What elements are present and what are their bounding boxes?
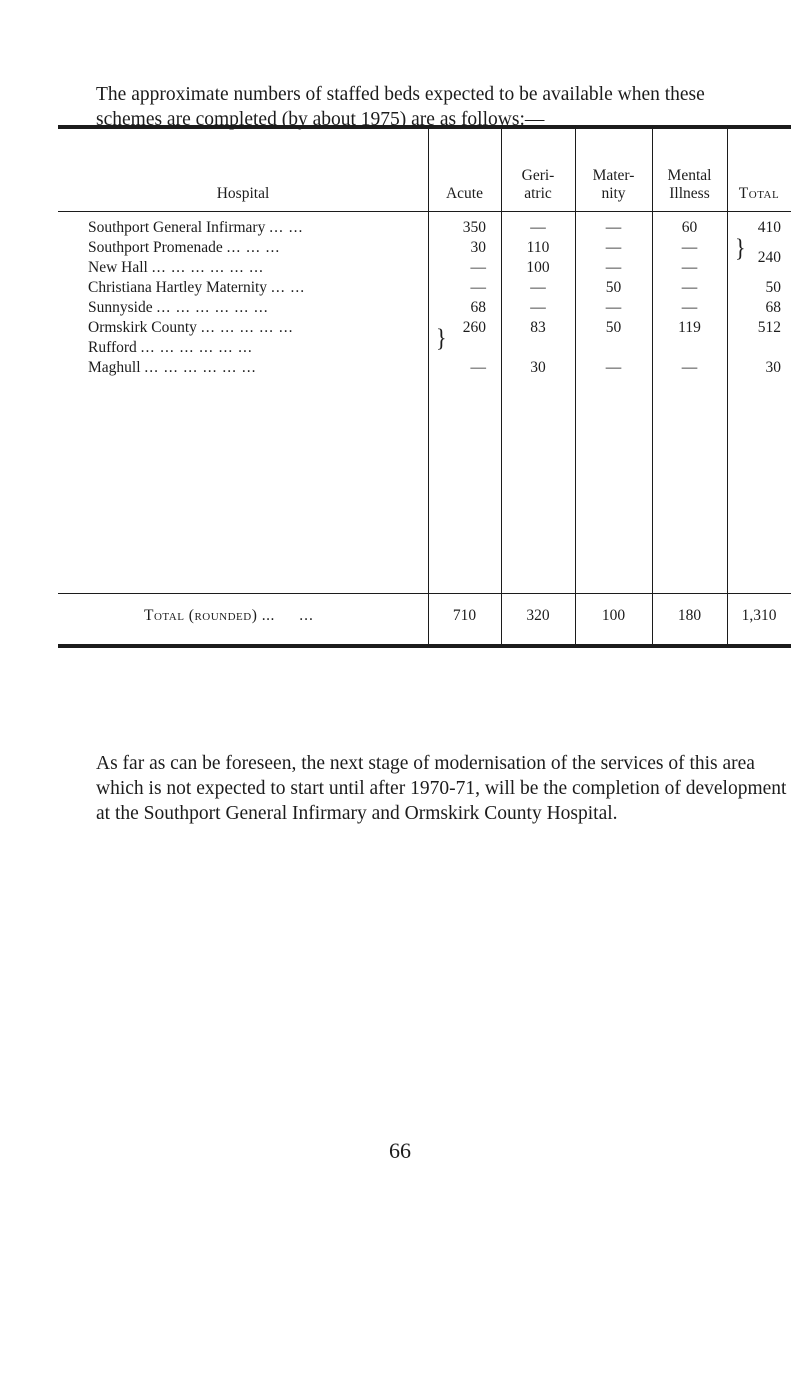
total-mental: 180 <box>677 607 702 624</box>
brace-total-promenade-newhall: } <box>735 233 746 262</box>
row-hospital-name: Ormskirk County <box>88 319 197 336</box>
cell-mental: 119 <box>678 319 701 336</box>
cell-maternity: — <box>605 239 622 256</box>
cell-acute: — <box>470 259 486 276</box>
total-total: 1,310 <box>741 607 777 624</box>
row-leader-dots: ... ... <box>270 279 306 296</box>
cell-maternity: 50 <box>605 319 622 336</box>
cell-geriatric: 83 <box>530 319 546 336</box>
cell-maternity: — <box>605 359 622 376</box>
header-mental-line1: Mental <box>667 167 712 184</box>
cell-mental: — <box>681 359 698 376</box>
row-leader-dots: ... ... <box>269 219 304 236</box>
cell-mental: — <box>681 259 698 276</box>
header-acute: Acute <box>445 185 483 202</box>
row-leader-dots: ... ... ... ... ... ... <box>140 339 253 356</box>
cell-total: 410 <box>757 219 781 236</box>
cell-acute: — <box>470 359 486 376</box>
header-maternity-line1: Mater- <box>592 167 635 184</box>
header-mental-illness <box>652 167 727 203</box>
cell-geriatric: 110 <box>526 239 550 256</box>
cell-geriatric: — <box>530 279 546 296</box>
cell-acute: 68 <box>470 299 486 316</box>
header-rule <box>58 211 791 212</box>
header-maternity <box>575 167 652 203</box>
column-rule <box>501 129 502 644</box>
cell-acute: 260 <box>462 319 486 336</box>
row-hospital-name: Rufford <box>88 339 137 356</box>
cell-mental: — <box>681 279 698 296</box>
header-geriatric <box>501 167 575 203</box>
total-maternity: 100 <box>601 607 626 624</box>
cell-acute: 30 <box>470 239 486 256</box>
cell-mental: — <box>681 299 698 316</box>
cell-total: 68 <box>765 299 781 316</box>
column-rule <box>652 129 653 644</box>
row-hospital-name: Southport Promenade <box>88 239 223 256</box>
cell-geriatric: — <box>530 219 546 236</box>
row-hospital-name: Christiana Hartley Maternity <box>88 279 268 296</box>
row-hospital-name: Sunnyside <box>88 299 153 316</box>
total-leader-dots: ... <box>299 607 314 624</box>
column-rule <box>428 129 429 644</box>
total-acute: 710 <box>452 607 477 624</box>
row-leader-dots: ... ... ... ... ... ... <box>156 299 269 316</box>
cell-total: 512 <box>757 319 781 336</box>
column-rule <box>727 129 728 644</box>
cell-maternity: — <box>605 219 622 236</box>
header-total: Total <box>738 185 780 202</box>
beds-table <box>58 125 791 648</box>
cell-acute: 350 <box>462 219 486 236</box>
total-label: Total (rounded) ... <box>144 607 275 624</box>
cell-geriatric: 30 <box>530 359 546 376</box>
cell-maternity: — <box>605 259 622 276</box>
page-number: 66 <box>389 1138 411 1163</box>
header-mental-line2: Illness <box>669 185 710 202</box>
total-rule <box>58 593 791 594</box>
header-hospital: Hospital <box>216 185 270 202</box>
row-hospital-name: Southport General Infirmary <box>88 219 266 236</box>
header-geriatric-line1: Geri- <box>521 167 555 184</box>
header-geriatric-line2: atric <box>524 185 552 202</box>
cell-mental: — <box>681 239 698 256</box>
closing-paragraph: As far as can be foreseen, the next stage of modernisation of the services of this area which is not expected to start until after 1970-71, will be the completion of development at the Southport General Infirmary and Ormskirk County Hospital. <box>96 752 787 824</box>
total-geriatric: 320 <box>526 607 550 624</box>
column-rule <box>575 129 576 644</box>
brace-acute-ormskirk-rufford: } <box>436 323 447 352</box>
row-leader-dots: ... ... ... ... ... <box>200 319 294 336</box>
cell-acute: — <box>470 279 486 296</box>
cell-maternity: 50 <box>605 279 622 296</box>
cell-maternity: — <box>605 299 622 316</box>
row-leader-dots: ... ... ... ... ... ... <box>144 359 257 376</box>
row-leader-dots: ... ... ... ... ... ... <box>151 259 264 276</box>
row-hospital-name: New Hall <box>88 259 148 276</box>
row-hospital-name: Maghull <box>88 359 141 376</box>
cell-mental: 60 <box>681 219 698 236</box>
row-leader-dots: ... ... ... <box>226 239 281 256</box>
cell-total: 30 <box>765 359 781 376</box>
cell-geriatric: 100 <box>526 259 550 276</box>
cell-total: 240 <box>757 249 781 266</box>
intro-paragraph: The approximate numbers of staffed beds expected to be available when these schemes are completed (by about 1975) are as follows:— <box>96 83 705 130</box>
header-maternity-line2: nity <box>601 185 626 202</box>
cell-total: 50 <box>765 279 781 296</box>
cell-geriatric: — <box>530 299 546 316</box>
